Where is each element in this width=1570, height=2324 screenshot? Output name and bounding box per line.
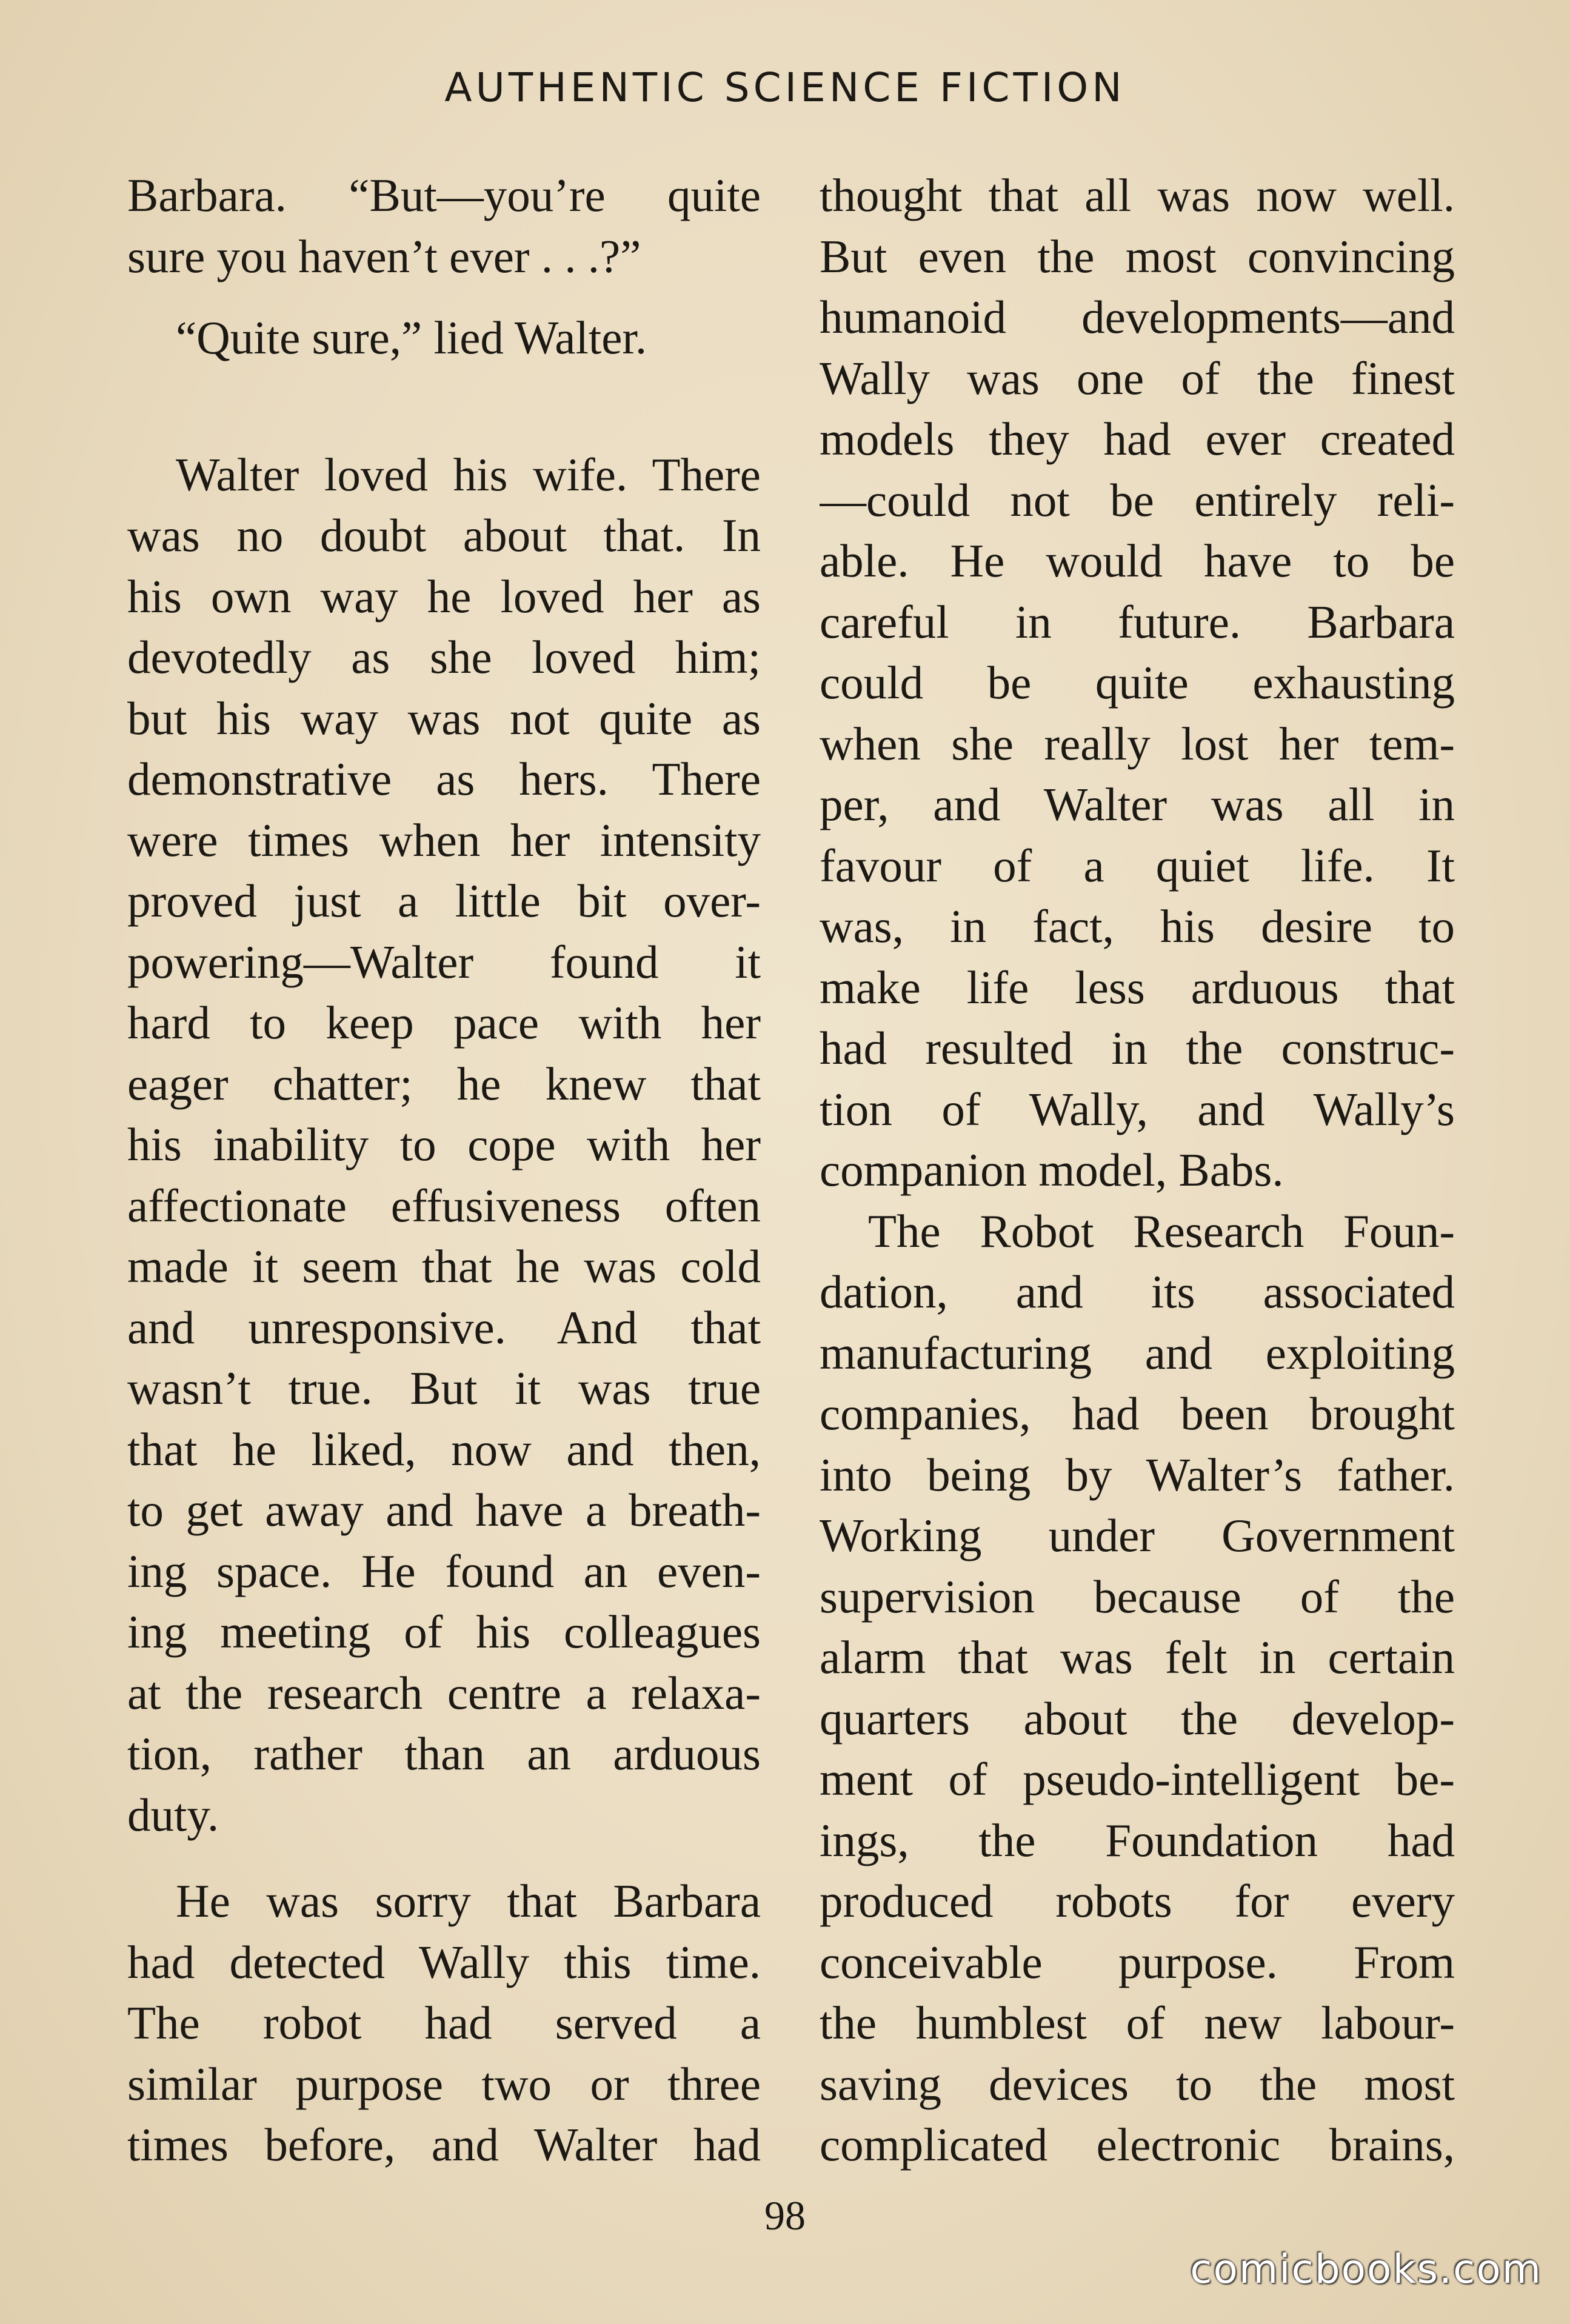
- paragraph: [820, 165, 1455, 1201]
- text-line: affectionate effusiveness often: [127, 1179, 761, 1232]
- text-line: were times when her intensity: [127, 813, 761, 866]
- text-line: wasn’t true. But it was true: [127, 1362, 761, 1414]
- paragraph: [127, 307, 761, 369]
- text-line: able. He would have to be: [820, 535, 1455, 587]
- text-line: similar purpose two or three: [127, 2057, 761, 2110]
- text-line: thought that all was now well.: [820, 169, 1455, 221]
- text-line: his own way he loved her as: [127, 570, 761, 623]
- paragraph: [127, 1871, 761, 2175]
- text-line: that he liked, now and then,: [127, 1423, 761, 1475]
- text-line: ment of pseudo-intelligent be-: [820, 1753, 1455, 1805]
- text-line: tion, rather than an arduous: [127, 1728, 761, 1780]
- text-line: demonstrative as hers. There: [127, 753, 761, 805]
- text-line: into being by Walter’s father.: [820, 1448, 1455, 1501]
- text-line: had detected Wally this time.: [127, 1935, 761, 1988]
- text-line: The robot had served a: [127, 1997, 761, 2049]
- text-line: saving devices to the most: [820, 2057, 1455, 2110]
- text-line: alarm that was felt in certain: [820, 1631, 1455, 1683]
- text-line: complicated electronic brains,: [820, 2119, 1455, 2171]
- text-line: could be quite exhausting: [820, 656, 1455, 709]
- text-line: favour of a quiet life. It: [820, 839, 1455, 892]
- text-line: quarters about the develop-: [820, 1692, 1455, 1745]
- text-line: models they had ever created: [820, 413, 1455, 465]
- paragraph: [820, 1201, 1455, 2175]
- text-line: Wally was one of the finest: [820, 352, 1455, 404]
- text-line: tion of Wally, and Wally’s: [820, 1083, 1455, 1135]
- text-line: at the research centre a relaxa-: [127, 1666, 761, 1719]
- text-line: was no doubt about that. In: [127, 509, 761, 561]
- text-line: companies, had been brought: [820, 1387, 1455, 1440]
- text-line: Walter loved his wife. There: [176, 448, 761, 501]
- text-line: when she really lost her tem-: [820, 717, 1455, 770]
- text-line: hard to keep pace with her: [127, 997, 761, 1049]
- text-line: to get away and have a breath-: [127, 1484, 761, 1536]
- page-number: 98: [764, 2192, 806, 2239]
- text-line: “Quite sure,” lied Walter.: [176, 312, 647, 364]
- text-line: was, in fact, his desire to: [820, 900, 1455, 952]
- text-line: devotedly as she loved him;: [127, 631, 761, 683]
- text-line: times before, and Walter had: [127, 2119, 761, 2171]
- text-line: make life less arduous that: [820, 961, 1455, 1013]
- left-column: [127, 165, 761, 2175]
- paragraph: [127, 165, 761, 287]
- right-column: [820, 165, 1455, 2175]
- text-line: —could not be entirely reli-: [820, 473, 1455, 526]
- text-line: but his way was not quite as: [127, 692, 761, 744]
- text-line: humanoid developments—and: [820, 291, 1455, 343]
- text-line: duty.: [127, 1788, 219, 1841]
- text-line: ing space. He found an even-: [127, 1544, 761, 1597]
- text-line: made it seem that he was cold: [127, 1240, 761, 1292]
- text-line: his inability to cope with her: [127, 1118, 761, 1170]
- text-line: and unresponsive. And that: [127, 1301, 761, 1354]
- text-line: Barbara. “But—you’re quite: [127, 169, 761, 221]
- text-line: manufacturing and exploiting: [820, 1326, 1455, 1379]
- text-line: The Robot Research Foun-: [868, 1204, 1455, 1257]
- text-line: ings, the Foundation had: [820, 1814, 1455, 1866]
- running-head: AUTHENTIC SCIENCE FICTION: [444, 64, 1126, 111]
- text-line: per, and Walter was all in: [820, 778, 1455, 830]
- text-line: conceivable purpose. From: [820, 1935, 1455, 1988]
- text-line: powering—Walter found it: [127, 935, 761, 988]
- text-line: Working under Government: [820, 1509, 1455, 1561]
- text-line: the humblest of new labour-: [820, 1997, 1455, 2049]
- text-line: careful in future. Barbara: [820, 595, 1455, 648]
- text-line: ing meeting of his colleagues: [127, 1606, 761, 1658]
- text-line: companion model, Babs.: [820, 1144, 1284, 1196]
- watermark-text: comicbooks.com: [1190, 2246, 1542, 2292]
- text-line: dation, and its associated: [820, 1266, 1455, 1318]
- text-line: supervision because of the: [820, 1570, 1455, 1623]
- text-line: He was sorry that Barbara: [176, 1875, 761, 1927]
- paragraph: [127, 444, 761, 1846]
- text-line: proved just a little bit over-: [127, 875, 761, 927]
- text-line: produced robots for every: [820, 1875, 1455, 1927]
- text-line: had resulted in the construc-: [820, 1022, 1455, 1074]
- text-line: eager chatter; he knew that: [127, 1057, 761, 1110]
- text-line: But even the most convincing: [820, 230, 1455, 282]
- text-line: sure you haven’t ever . . .?”: [127, 230, 641, 282]
